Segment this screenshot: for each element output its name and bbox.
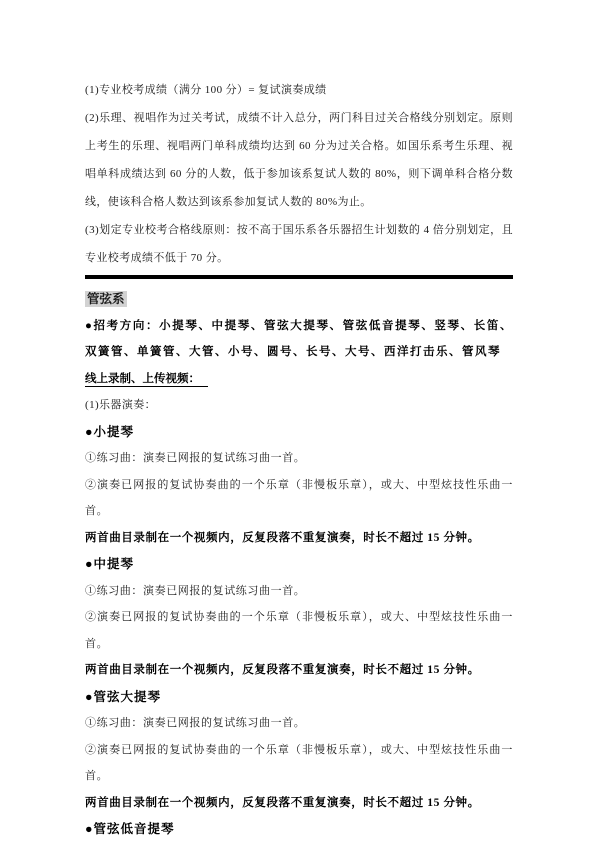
subsection-instrument-performance: (1)乐器演奏： [85,399,157,411]
instrument-heading-orchestral-cello: ●管弦大提琴 [85,689,162,704]
instrument-heading-violin: ●小提琴 [85,424,135,439]
requirement-item-concerto: ②演奏已网报的复试协奏曲的一个乐章（非慢板乐章），或大、中型炫技性乐曲一首。 [85,743,513,782]
requirement-item-concerto: ②演奏已网报的复试协奏曲的一个乐章（非慢板乐章），或大、中型炫技性乐曲一首。 [85,611,513,650]
upload-instruction-line [85,366,513,393]
recording-note: 两首曲目录制在一个视频内，反复段落不重复演奏，时长不超过 15 分钟。 [85,664,480,676]
requirement-item-etude: ①练习曲：演奏已网报的复试练习曲一首。 [85,452,306,464]
paragraph-exam-score-formula: (1)专业校考成绩（满分 100 分）= 复试演奏成绩 [85,84,327,96]
paragraph-cutoff-line-principle: (3)划定专业校考合格线原则：按不高于国乐系各乐器招生计划数的 4 倍分别划定，且专业校考成绩不低于 70 分。 [85,224,513,264]
section-divider [85,275,513,279]
admission-directions-list: ●招考方向：小提琴、中提琴、管弦大提琴、管弦低音提琴、竖琴、长笛、双簧管、单簧管、大管、小号、圆号、长号、大号、西洋打击乐、管风琴 [85,319,513,358]
requirement-item-concerto: ②演奏已网报的复试协奏曲的一个乐章（非慢板乐章），或大、中型炫技性乐曲一首。 [85,478,513,517]
section-title-orchestral-dept [85,286,513,313]
requirement-item-etude: ①练习曲：演奏已网报的复试练习曲一首。 [85,584,306,597]
section-title-highlight: 管弦系 [87,292,125,306]
paragraph-pass-exam-rules: (2)乐理、视唱作为过关考试，成绩不计入总分，两门科目过关合格线分别划定。原则上考生的乐理、视唱两门单科成绩均达到 60 分为过关合格。如国乐系考生乐理、视唱单科成绩达到 60 分的人数，低于参加该系复试人数的 80%，则下调单科合格分数线，使该科合格人数达到该系参加复试人数的 80%为止。 [85,112,513,208]
instrument-block-viola [85,551,513,684]
upload-instruction-underlined-text: 线上录制、上传视频： [85,373,208,387]
recording-note: 两首曲目录制在一个视频内，反复段落不重复演奏，时长不超过 15 分钟。 [85,796,480,809]
instrument-block-violin [85,419,513,552]
instrument-block-orchestral-cello [85,684,513,817]
recording-note: 两首曲目录制在一个视频内，反复段落不重复演奏，时长不超过 15 分钟。 [85,531,480,544]
instrument-heading-viola: ●中提琴 [85,557,135,571]
instrument-heading-orchestral-double-bass: ●管弦低音提琴 [85,822,175,836]
instrument-block-orchestral-double-bass [85,816,513,843]
requirement-item-etude: ①练习曲：演奏已网报的复试练习曲一首。 [85,717,306,729]
